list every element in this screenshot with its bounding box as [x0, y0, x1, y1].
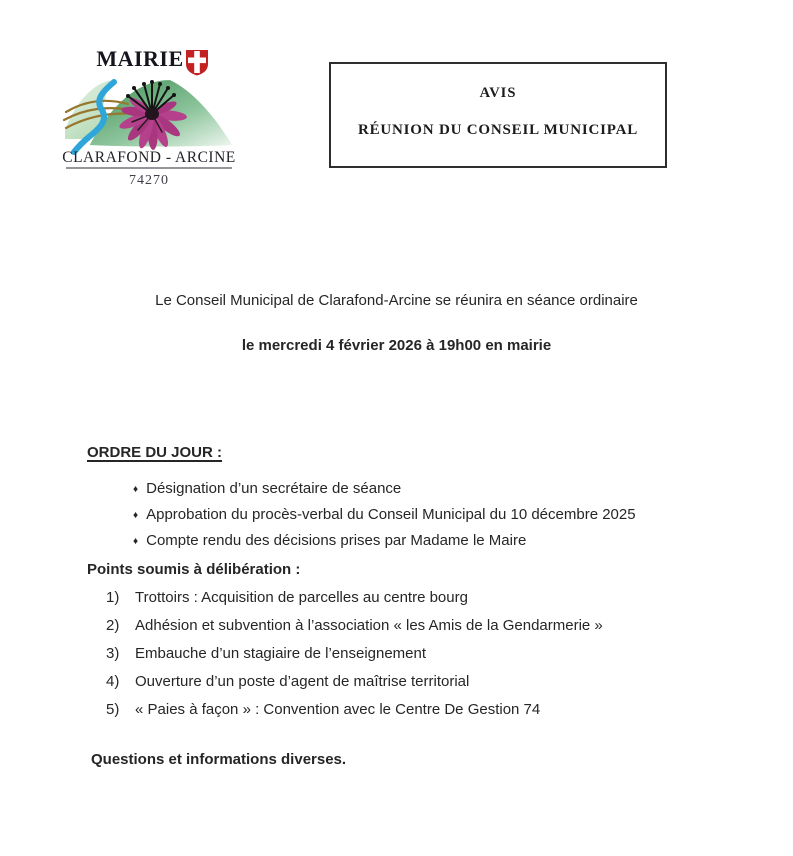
item-text: Trottoirs : Acquisition de parcelles au centre bourg	[135, 589, 468, 606]
mairie-logo	[62, 48, 238, 190]
item-number: 2)	[106, 617, 120, 634]
agenda-item-text: Approbation du procès-verbal du Conseil Municipal du 10 décembre 2025	[146, 506, 636, 523]
item-text: Adhésion et subvention à l’association « les Amis de la Gendarmerie »	[135, 617, 603, 634]
agenda-item-text: Compte rendu des décisions prises par Madame le Maire	[146, 532, 527, 549]
deliberation-list	[106, 589, 603, 729]
diamond-bullet-icon: ♦	[133, 535, 139, 547]
item-number: 5)	[106, 701, 120, 718]
notice-subtitle: RÉUNION DU CONSEIL MUNICIPAL	[357, 122, 639, 138]
mairie-logo-graphic	[62, 48, 238, 190]
deliberation-item	[106, 701, 603, 718]
item-text: Ouverture d’un poste d’agent de maîtrise territorial	[135, 673, 470, 690]
agenda-item	[133, 503, 636, 529]
diamond-bullet-icon: ♦	[133, 509, 139, 521]
savoie-shield-icon	[186, 50, 208, 76]
deliberation-item	[106, 645, 603, 662]
agenda-heading: ORDRE DU JOUR :	[87, 444, 223, 461]
item-number: 3)	[106, 645, 120, 662]
item-number: 1)	[106, 589, 120, 606]
item-text: Embauche d’un stagiaire de l’enseignement	[135, 645, 427, 662]
deliberation-item	[106, 589, 603, 606]
intro-line-2: le mercredi 4 février 2026 à 19h00 en mairie	[241, 337, 552, 354]
agenda-item-text: Désignation d’un secrétaire de séance	[146, 480, 402, 497]
footer-note: Questions et informations diverses.	[91, 751, 347, 768]
deliberation-heading: Points soumis à délibération :	[87, 561, 301, 578]
agenda-list	[133, 477, 636, 555]
deliberation-item	[106, 673, 603, 690]
agenda-item	[133, 529, 636, 555]
logo-postal-code: 74270	[129, 173, 169, 188]
notice-box	[329, 62, 667, 168]
notice-title: AVIS	[479, 85, 517, 101]
item-text: « Paies à façon » : Convention avec le Centre De Gestion 74	[135, 701, 541, 718]
diamond-bullet-icon: ♦	[133, 483, 139, 495]
deliberation-item	[106, 617, 603, 634]
intro-line-1: Le Conseil Municipal de Clarafond-Arcine se réunira en séance ordinaire	[155, 292, 638, 309]
logo-title: MAIRIE	[96, 48, 184, 71]
agenda-item	[133, 477, 636, 503]
item-number: 4)	[106, 673, 120, 690]
logo-commune-name: CLARAFOND - ARCINE	[62, 149, 236, 166]
